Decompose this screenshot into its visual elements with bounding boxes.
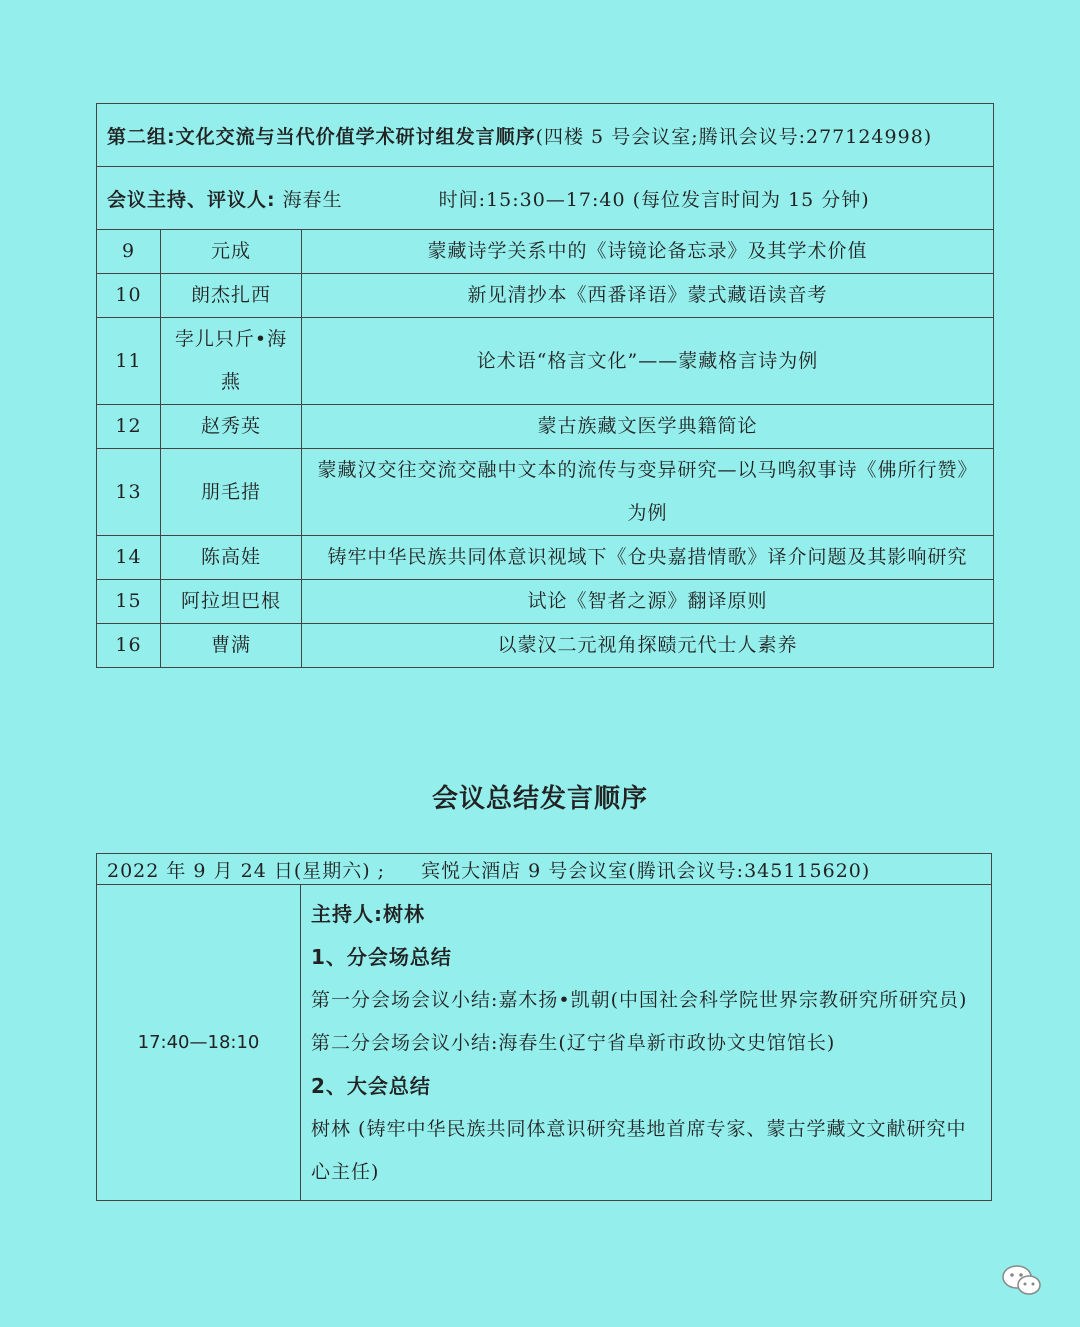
branch-summary-1: 第一分会场会议小结:嘉木扬•凯朝(中国社会科学院世界宗教研究所研究员)	[311, 989, 968, 1011]
group2-host-row	[97, 167, 994, 230]
table-row	[97, 230, 994, 274]
speaker-number: 16	[97, 624, 161, 668]
group2-title-bold: 第二组:文化交流与当代价值学术研讨组发言顺序	[107, 125, 536, 148]
speaker-number: 15	[97, 580, 161, 624]
speaker-name: 阿拉坦巴根	[161, 580, 302, 624]
speaker-topic: 铸牢中华民族共同体意识视域下《仓央嘉措情歌》译介问题及其影响研究	[302, 536, 994, 580]
summary-body-row	[97, 885, 992, 1201]
speaker-name: 朋毛措	[161, 449, 302, 536]
branch-summary-2: 第二分会场会议小结:海春生(辽宁省阜新市政协文史馆馆长)	[311, 1032, 836, 1054]
table-row	[97, 318, 994, 405]
plenary-summary: 树林 (铸牢中华民族共同体意识研究基地首席专家、蒙古学藏文文献研究中心主任)	[311, 1118, 967, 1183]
speaker-number: 12	[97, 405, 161, 449]
table-row	[97, 449, 994, 536]
section-heading-plenary: 2、大会总结	[311, 1074, 431, 1098]
speaker-name: 陈高娃	[161, 536, 302, 580]
speaker-number: 11	[97, 318, 161, 405]
summary-time: 17:40—18:10	[97, 885, 301, 1201]
speaker-topic: 试论《智者之源》翻译原则	[302, 580, 994, 624]
speaker-topic: 蒙藏汉交往交流交融中文本的流传与变异研究—以马鸣叙事诗《佛所行赞》为例	[302, 449, 994, 536]
summary-dateline	[97, 854, 992, 885]
summary-date-row	[97, 854, 992, 885]
speaker-number: 13	[97, 449, 161, 536]
group2-title-venue: (四楼 5 号会议室;腾讯会议号:277124998)	[535, 125, 933, 148]
summary-schedule-table	[96, 853, 992, 1201]
group2-title	[97, 104, 994, 167]
summary-host: 主持人:树林	[311, 902, 425, 926]
speaker-number: 10	[97, 274, 161, 318]
speaker-topic: 论术语“格言文化”——蒙藏格言诗为例	[302, 318, 994, 405]
section-heading-branch: 1、分会场总结	[311, 945, 452, 969]
speaker-name: 赵秀英	[161, 405, 302, 449]
table-row	[97, 274, 994, 318]
speaker-topic: 蒙藏诗学关系中的《诗镜论备忘录》及其学术价值	[302, 230, 994, 274]
speaker-topic: 以蒙汉二元视角探赜元代士人素养	[302, 624, 994, 668]
table-row	[97, 536, 994, 580]
summary-venue: 宾悦大酒店 9 号会议室(腾讯会议号:345115620)	[421, 859, 871, 882]
speaker-topic: 蒙古族藏文医学典籍简论	[302, 405, 994, 449]
host-label: 会议主持、评议人:	[107, 188, 276, 211]
group2-time: 时间:15:30—17:40 (每位发言时间为 15 分钟)	[438, 188, 870, 211]
table-row	[97, 624, 994, 668]
table-row	[97, 405, 994, 449]
summary-heading: 会议总结发言顺序	[431, 784, 648, 814]
wechat-icon	[1000, 1262, 1044, 1298]
summary-date: 2022 年 9 月 24 日(星期六) ;	[107, 859, 386, 882]
summary-agenda	[301, 885, 992, 1201]
table-row	[97, 580, 994, 624]
speaker-name: 朗杰扎西	[161, 274, 302, 318]
speaker-name: 曹满	[161, 624, 302, 668]
speaker-number: 9	[97, 230, 161, 274]
host-name: 海春生	[282, 188, 343, 211]
speaker-name: 元成	[161, 230, 302, 274]
speaker-number: 14	[97, 536, 161, 580]
speaker-name: 孛儿只斤•海燕	[161, 318, 302, 405]
group2-schedule-table	[96, 103, 994, 668]
speaker-topic: 新见清抄本《西番译语》蒙式藏语读音考	[302, 274, 994, 318]
group2-host	[97, 167, 994, 230]
group2-title-row	[97, 104, 994, 167]
